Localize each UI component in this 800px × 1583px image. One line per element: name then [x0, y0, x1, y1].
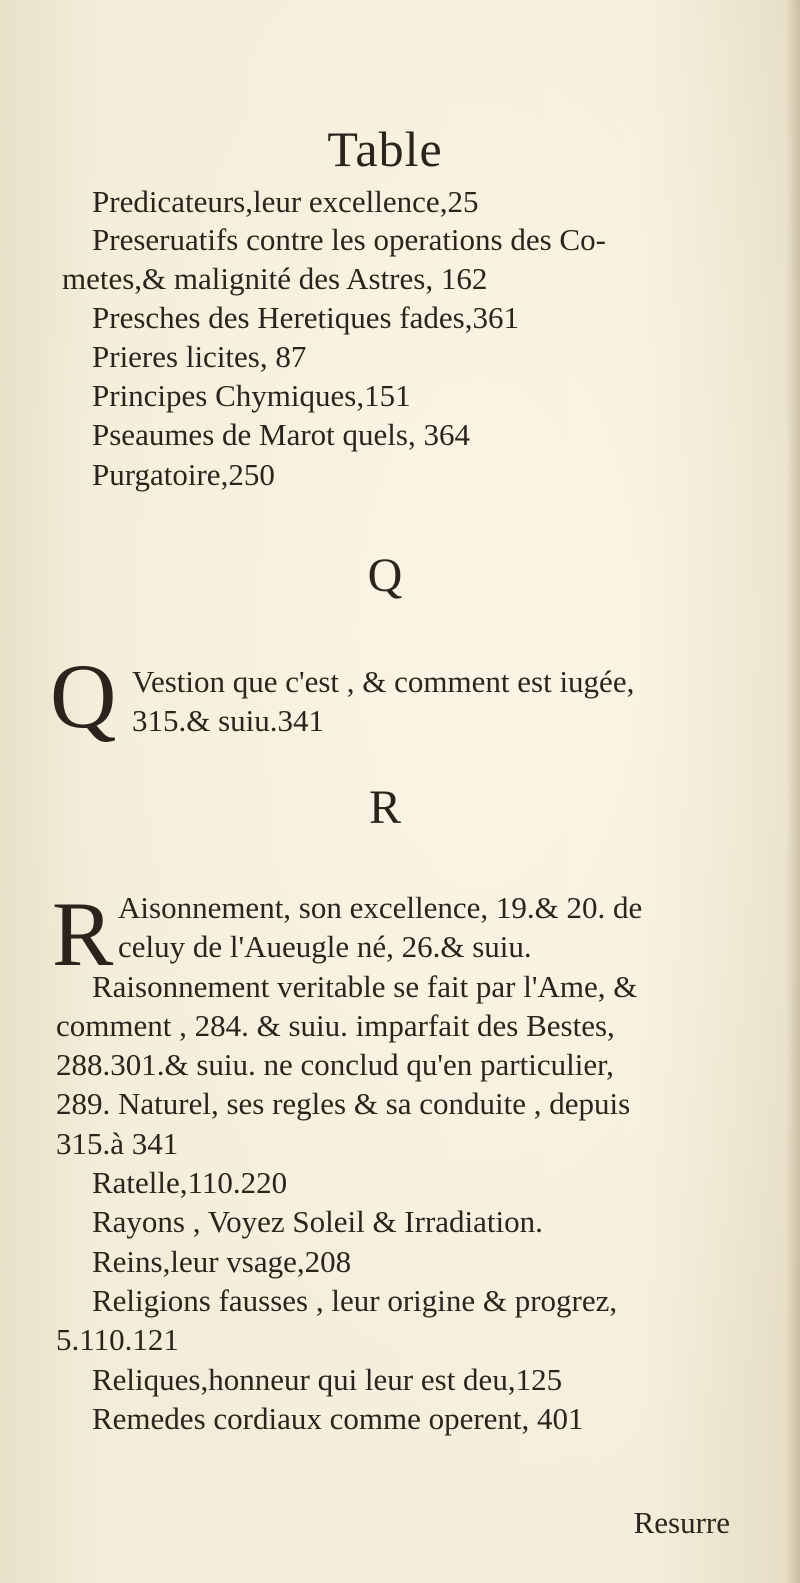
- entry-line: Remedes cordiaux comme operent, 401: [92, 1401, 584, 1436]
- entry-line: Raisonnement veritable se fait par l'Ame, &: [92, 969, 638, 1004]
- entry-line: Predicateurs,leur excellence,25: [92, 184, 479, 219]
- entry-line: Ratelle,110.220: [92, 1165, 288, 1200]
- entry-line: Principes Chymiques,151: [92, 378, 411, 413]
- entry-line: Aisonnement, son excellence, 19.& 20. de: [118, 890, 643, 925]
- entry-line: Pseaumes de Marot quels, 364: [92, 417, 470, 452]
- entry-line: 289. Naturel, ses regles & sa conduite , depuis: [56, 1086, 631, 1121]
- section-heading-r: R: [368, 781, 401, 834]
- entry-line: celuy de l'Aueugle né, 26.& suiu.: [118, 929, 532, 964]
- entry-line: metes,& malignité des Astres, 162: [62, 261, 488, 296]
- entry-line: 5.110.121: [56, 1322, 179, 1357]
- entry-line: 288.301.& suiu. ne conclud qu'en particulier,: [56, 1047, 614, 1082]
- entry-line: 315.& suiu.341: [132, 703, 325, 738]
- entry-line: Preseruatifs contre les operations des Co-: [92, 222, 606, 257]
- entry-line: Religions fausses , leur origine & progrez,: [92, 1283, 618, 1318]
- section-heading-q: Q: [367, 549, 403, 602]
- drop-cap-q: Q: [50, 645, 117, 747]
- entry-line: Prieres licites, 87: [92, 339, 307, 374]
- page-edge-shadow: [786, 0, 800, 1583]
- entry-line: 315.à 341: [56, 1126, 179, 1161]
- entry-line: comment , 284. & suiu. imparfait des Bestes,: [56, 1008, 615, 1043]
- entry-line: Vestion que c'est , & comment est iugée,: [132, 664, 635, 699]
- entry-line: Rayons , Voyez Soleil & Irradiation.: [92, 1204, 543, 1239]
- entry-line: Reliques,honneur qui leur est deu,125: [92, 1362, 563, 1397]
- drop-cap-r: R: [52, 883, 114, 985]
- page-title: Table: [327, 121, 443, 177]
- entry-line: Presches des Heretiques fades,361: [92, 300, 519, 335]
- catchword: Resurre: [633, 1505, 730, 1540]
- entry-line: Reins,leur vsage,208: [92, 1244, 352, 1279]
- entry-line: Purgatoire,250: [92, 457, 275, 492]
